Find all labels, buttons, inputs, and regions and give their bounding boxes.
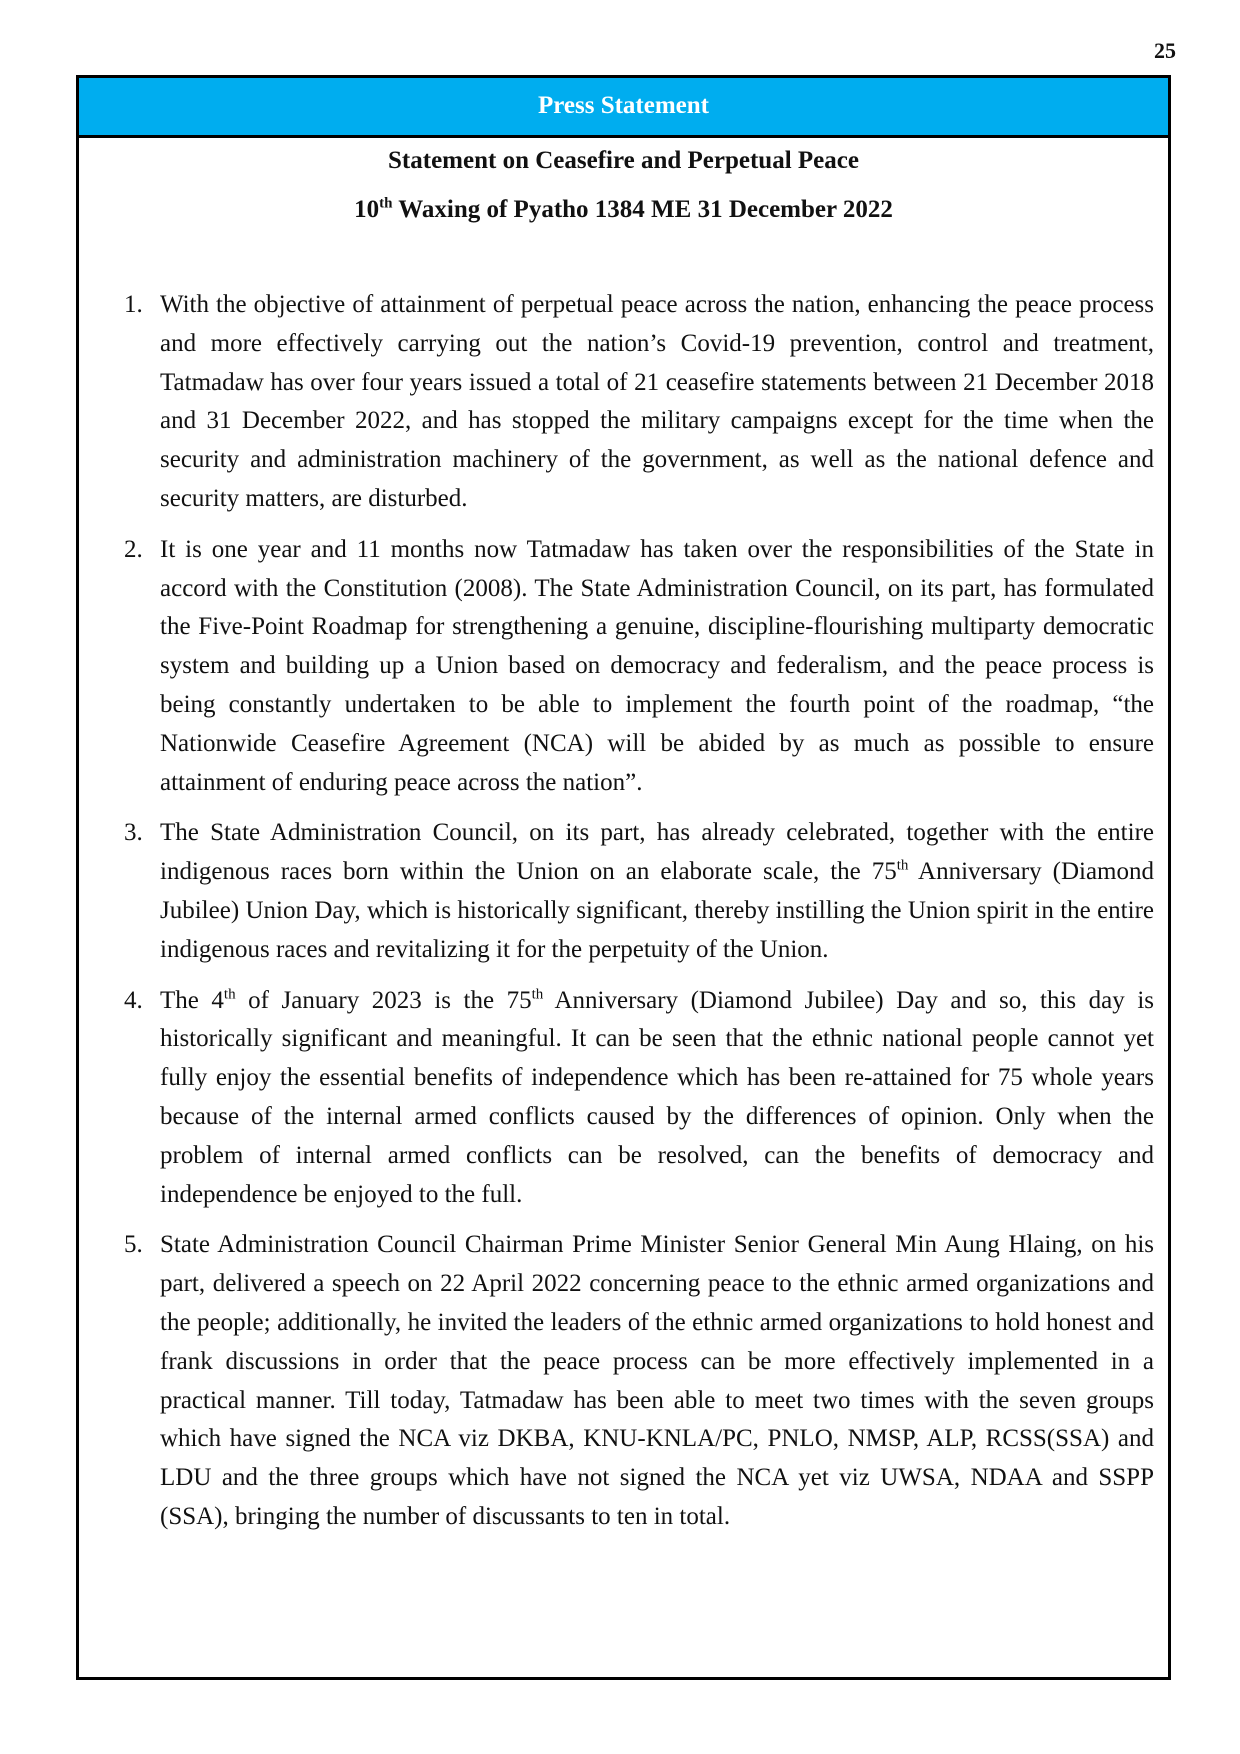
item-text [160, 987, 1154, 1208]
item-number: 1. [124, 291, 143, 318]
item-number: 2. [124, 535, 143, 563]
item-number: 5. [124, 1231, 143, 1259]
ordinal-suffix: th [223, 986, 236, 1003]
item-text: With the objective of attainment of perpetual peace across the nation, enhancing the peace process and more effectively carrying out the nation’s Covid-19 prevention, control and treatment, Tatmadaw has over four years issued a total of 21 ceasefire statements between 21 December 2018 and 31 December 2022, and has stopped the military campaigns except for the time when the security and administration machinery of the government, as well as the national defence and security matters, are disturbed. [160, 291, 1154, 512]
item-number: 4. [124, 986, 143, 1014]
list-item [124, 531, 1154, 803]
statement-items [124, 286, 1154, 1549]
item-text: State Administration Council Chairman Prime Minister Senior General Min Aung Hlaing, on his part, delivered a speech on 22 April 2022 concerning peace to the ethnic armed organizations and the people; additionally, he invited the leaders of the ethnic armed organizations to hold honest and frank discussions in order that the peace process can be more effectively implemented in a practical manner. Till today, Tatmadaw has been able to meet two times with the seven groups which have signed the NCA viz DKBA, KNU-KNLA/PC, PNLO, NMSP, ALP, RCSS(SSA) and LDU and the three groups which have not signed the NCA yet viz UWSA, NDAA and SSPP (SSA), bringing the number of discussants to ten in total. [160, 1231, 1154, 1530]
list-item [124, 982, 1154, 1215]
statement-date [79, 194, 1168, 226]
date-ordinal-suffix: th [379, 195, 393, 212]
list-item [124, 286, 1154, 519]
list-item [124, 814, 1154, 969]
press-statement-frame [76, 75, 1171, 1680]
item-text-part: The State Administration Council, on its part, has already celebrated, together with the entire indigenous races born within the Union on an elaborate scale, the 75 [160, 819, 1154, 886]
item-text-part: Anniversary (Diamond Jubilee) Union Day, which is historically significant, thereby instilling the Union spirit in the entire indigenous races and revitalizing it for the perpetuity of the Union. [160, 858, 1154, 963]
press-statement-banner: Press Statement [79, 78, 1168, 138]
item-text-part: of January 2023 is the 75 [235, 986, 532, 1014]
date-ordinal: 10 [354, 196, 380, 223]
page-number: 25 [1154, 38, 1176, 63]
date-rest: Waxing of Pyatho 1384 ME 31 December 2022 [392, 196, 893, 223]
ordinal-suffix: th [531, 986, 544, 1003]
ordinal-suffix: th [896, 857, 909, 874]
item-text: It is one year and 11 months now Tatmadaw has taken over the responsibilities of the State in accord with the Constitution (2008). The State Administration Council, on its part, has formulated the Five-Point Roadmap for strengthening a genuine, discipline-flourishing multiparty democratic system and building up a Union based on democracy and federalism, and the peace process is being constantly undertaken to be able to implement the fourth point of the roadmap, “the Nationwide Ceasefire Agreement (NCA) will be abided by as much as possible to ensure attainment of enduring peace across the nation”. [160, 535, 1154, 796]
statement-title: Statement on Ceasefire and Perpetual Peace [388, 147, 859, 174]
item-text-part: The 4 [160, 986, 224, 1014]
list-item [124, 1226, 1154, 1536]
item-text-part: Anniversary (Diamond Jubilee) Day and so, this day is historically significant and meaningful. It can be seen that the ethnic national people cannot yet fully enjoy the essential benefits of independence which has been re-attained for 75 whole years because of the internal armed conflicts caused by the differences of opinion. Only when the problem of internal armed conflicts can be resolved, can the benefits of democracy and independence be enjoyed to the full. [160, 986, 1154, 1208]
item-number: 3. [124, 819, 143, 847]
item-text [160, 819, 1154, 962]
